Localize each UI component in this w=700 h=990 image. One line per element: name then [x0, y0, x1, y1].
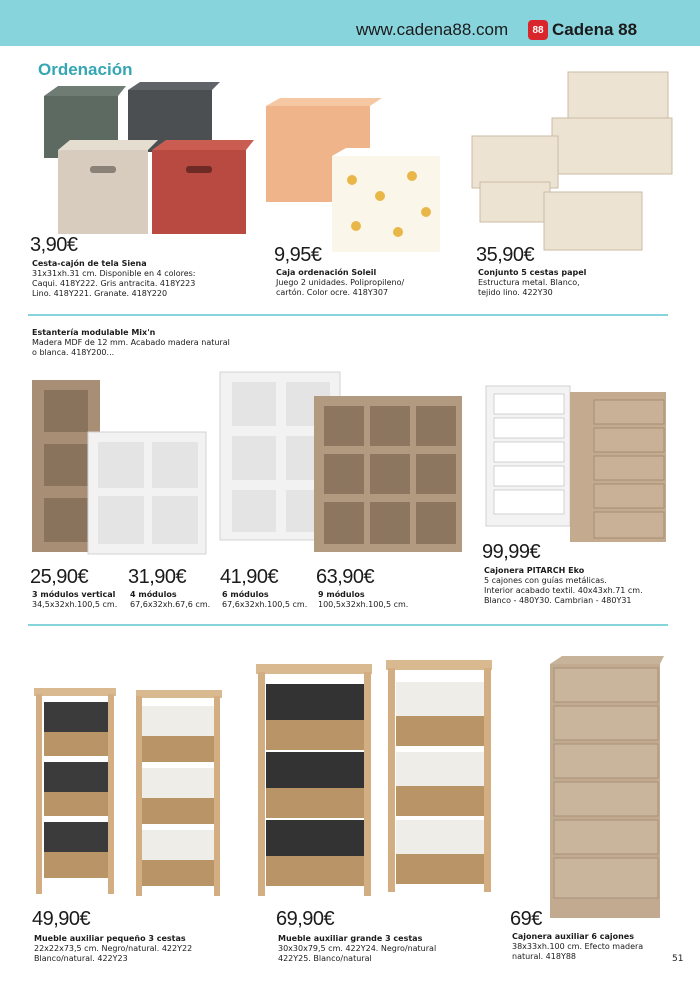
desc-aux-small: [34, 944, 192, 964]
price-9-modules: 63,90€: [316, 566, 375, 588]
price-soleil: 9,95€: [274, 244, 322, 266]
name-6-modules: 6 módulos: [222, 590, 269, 599]
name-pitarch: Cajonera PITARCH Eko: [484, 566, 585, 575]
logo-mark-icon: 88: [528, 20, 548, 40]
name-soleil: Caja ordenación Soleil: [276, 268, 377, 277]
desc-aux-large: [278, 944, 436, 964]
desc-line: Blanco - 480Y30. Cambrian - 480Y31: [484, 596, 632, 605]
desc-line: Lino. 418Y221. Granate. 418Y220: [32, 289, 168, 298]
name-mixn: Estantería modulable Mix'n: [32, 328, 156, 337]
name-cajonera-6: Cajonera auxiliar 6 cajones: [512, 932, 634, 941]
desc-line: 5 cajones con guías metálicas.: [484, 576, 607, 585]
desc-line: Blanco/natural. 422Y23: [34, 954, 128, 963]
section-title: Ordenación: [38, 60, 133, 79]
price-aux-small: 49,90€: [32, 908, 91, 930]
desc-line: Juego 2 unidades. Polipropileno/: [276, 278, 405, 287]
price-siena: 3,90€: [30, 234, 78, 256]
desc-line: Madera MDF de 12 mm. Acabado madera natural: [32, 338, 230, 347]
desc-line: Caqui. 418Y222. Gris antracita. 418Y223: [32, 279, 196, 288]
price-6-modules: 41,90€: [220, 566, 279, 588]
name-siena: Cesta-cajón de tela Siena: [32, 259, 147, 268]
aux-small-white-image: [136, 690, 222, 896]
page-number: 51: [672, 954, 684, 964]
price-cestas-papel: 35,90€: [476, 244, 535, 266]
desc-line: cartón. Color ocre. 418Y307: [276, 288, 389, 297]
name-aux-large: Mueble auxiliar grande 3 cestas: [278, 934, 423, 943]
name-cestas-papel: Conjunto 5 cestas papel: [478, 268, 587, 277]
desc-9-modules: 100,5x32xh.100,5 cm.: [318, 600, 409, 609]
name-4-modules: 4 módulos: [130, 590, 177, 599]
desc-line: 31x31xh.31 cm. Disponible en 4 colores:: [32, 269, 196, 278]
price-aux-large: 69,90€: [276, 908, 335, 930]
desc-6-modules: 67,6x32xh.100,5 cm.: [222, 600, 308, 609]
desc-line: 422Y25. Blanco/natural: [278, 954, 372, 963]
price-3-vertical: 25,90€: [30, 566, 89, 588]
desc-line: 30x30x79,5 cm. 422Y24. Negro/natural: [278, 944, 437, 953]
desc-line: o blanca. 418Y200...: [32, 348, 115, 357]
desc-cajonera-6: [512, 942, 643, 962]
price-pitarch: 99,99€: [482, 541, 541, 563]
desc-line: tejido lino. 422Y30: [478, 288, 553, 297]
price-4-modules: 31,90€: [128, 566, 187, 588]
desc-line: 38x33xh.100 cm. Efecto madera: [512, 942, 644, 951]
price-cajonera-6: 69€: [510, 908, 542, 930]
aux-small-black-image: [34, 688, 116, 894]
name-3-vertical: 3 módulos vertical: [32, 590, 116, 599]
name-9-modules: 9 módulos: [318, 590, 365, 599]
desc-line: 22x22x73,5 cm. Negro/natural. 422Y22: [34, 944, 193, 953]
desc-line: Interior acabado textil. 40x43xh.71 cm.: [484, 586, 643, 595]
aux-large-black-image: [256, 664, 372, 896]
desc-line: natural. 418Y88: [512, 952, 577, 961]
desc-3-vertical: 34,5x32xh.100,5 cm.: [32, 600, 118, 609]
cajonera-6-image: [550, 656, 664, 918]
desc-line: Estructura metal. Blanco,: [478, 278, 580, 287]
website-url[interactable]: www.cadena88.com: [356, 20, 509, 39]
desc-4-modules: 67,6x32xh.67,6 cm.: [130, 600, 211, 609]
logo-text: Cadena 88: [552, 20, 638, 39]
name-aux-small: Mueble auxiliar pequeño 3 cestas: [34, 934, 186, 943]
aux-large-white-image: [386, 660, 492, 892]
